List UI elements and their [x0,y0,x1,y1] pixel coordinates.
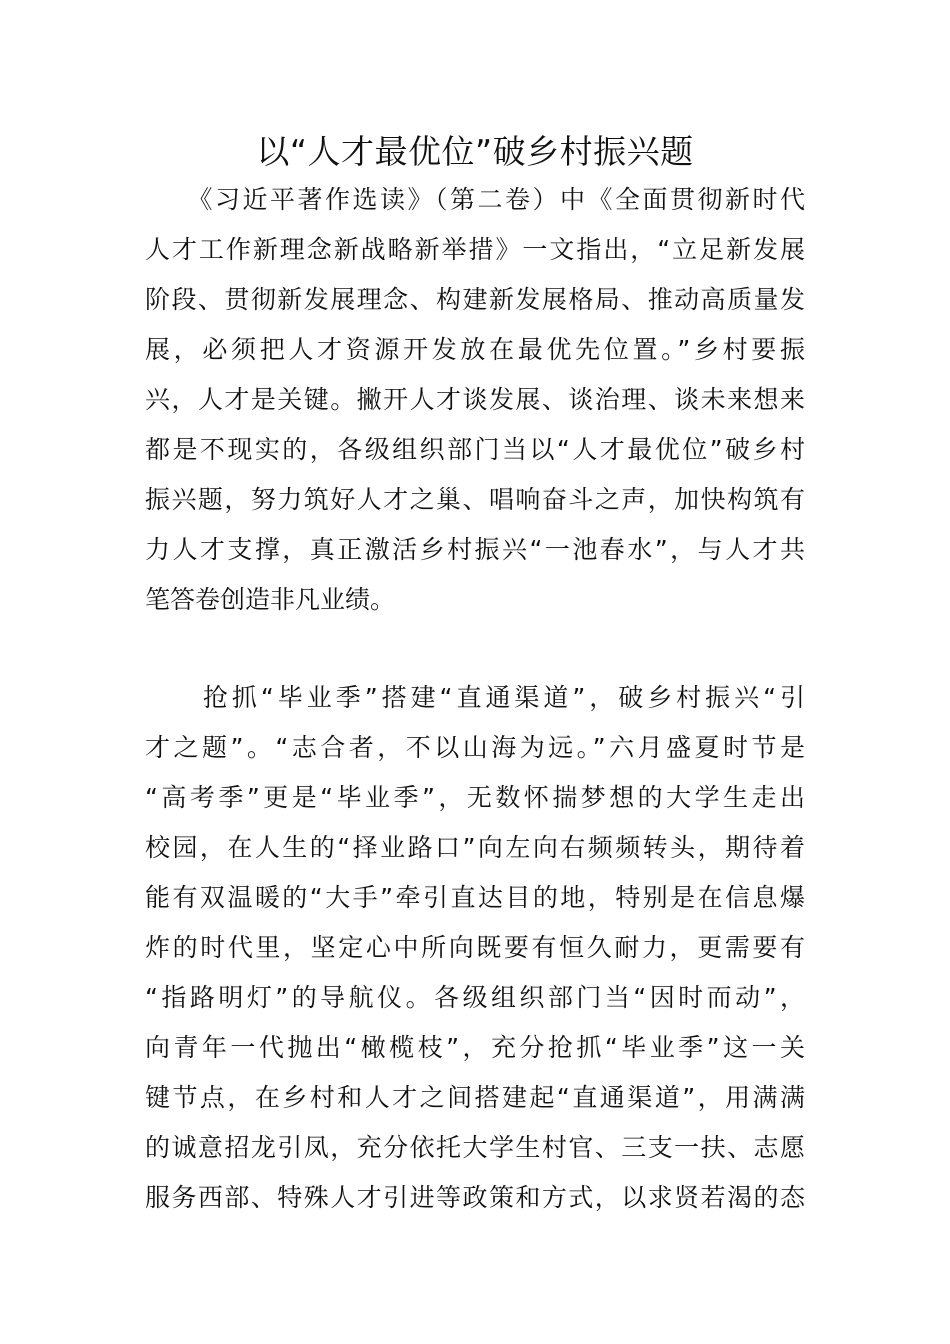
text-line: 展，必须把人才资源开发放在最优先位置。”乡村要振 [145,335,805,364]
text-line: 振兴题，努力筑好人才之巢、唱响奋斗之声，加快构筑有 [145,485,805,514]
text-line: 向青年一代抛出“橄榄枝”，充分抢抓“毕业季”这一关 [145,1033,805,1062]
text-line: “指路明灯”的导航仪。各级组织部门当“因时而动”， [145,983,805,1012]
text-line: 都是不现实的，各级组织部门当以“人才最优位”破乡村 [145,435,805,464]
paragraph-graduation-season [145,673,805,1223]
text-line: 《习近平著作选读》（第二卷）中《全面贯彻新时代 [145,185,805,214]
text-line: 校园，在人生的“择业路口”向左向右频频转头，期待着 [145,833,805,862]
paragraph-intro [145,175,805,625]
text-line: 阶段、贯彻新发展理念、构建新发展格局、推动高质量发 [145,285,805,314]
text-line: 的诚意招龙引凤，充分依托大学生村官、三支一扶、志愿 [145,1133,805,1162]
text-line: 兴，人才是关键。撇开人才谈发展、谈治理、谈未来想来 [145,385,805,414]
text-line: 人才工作新理念新战略新举措》一文指出，“立足新发展 [145,235,805,264]
document-title: 以“人才最优位”破乡村振兴题 [256,132,694,171]
text-line: 力人才支撑，真正激活乡村振兴“一池春水”，与人才共 [145,535,805,564]
text-line: 服务西部、特殊人才引进等政策和方式，以求贤若渴的态 [145,1183,805,1212]
text-line: “高考季”更是“毕业季”，无数怀揣梦想的大学生走出 [145,783,805,812]
text-line: 键节点，在乡村和人才之间搭建起“直通渠道”，用满满 [145,1083,805,1112]
text-line: 能有双温暖的“大手”牵引直达目的地，特别是在信息爆 [145,883,805,912]
text-line: 笔答卷创造非凡业绩。 [145,585,396,614]
text-line: 炸的时代里，坚定心中所向既要有恒久耐力，更需要有 [145,933,805,962]
text-line: 抢抓“毕业季”搭建“直通渠道”，破乡村振兴“引 [145,683,805,712]
text-line: 才之题”。“志合者，不以山海为远。”六月盛夏时节是 [145,733,805,762]
